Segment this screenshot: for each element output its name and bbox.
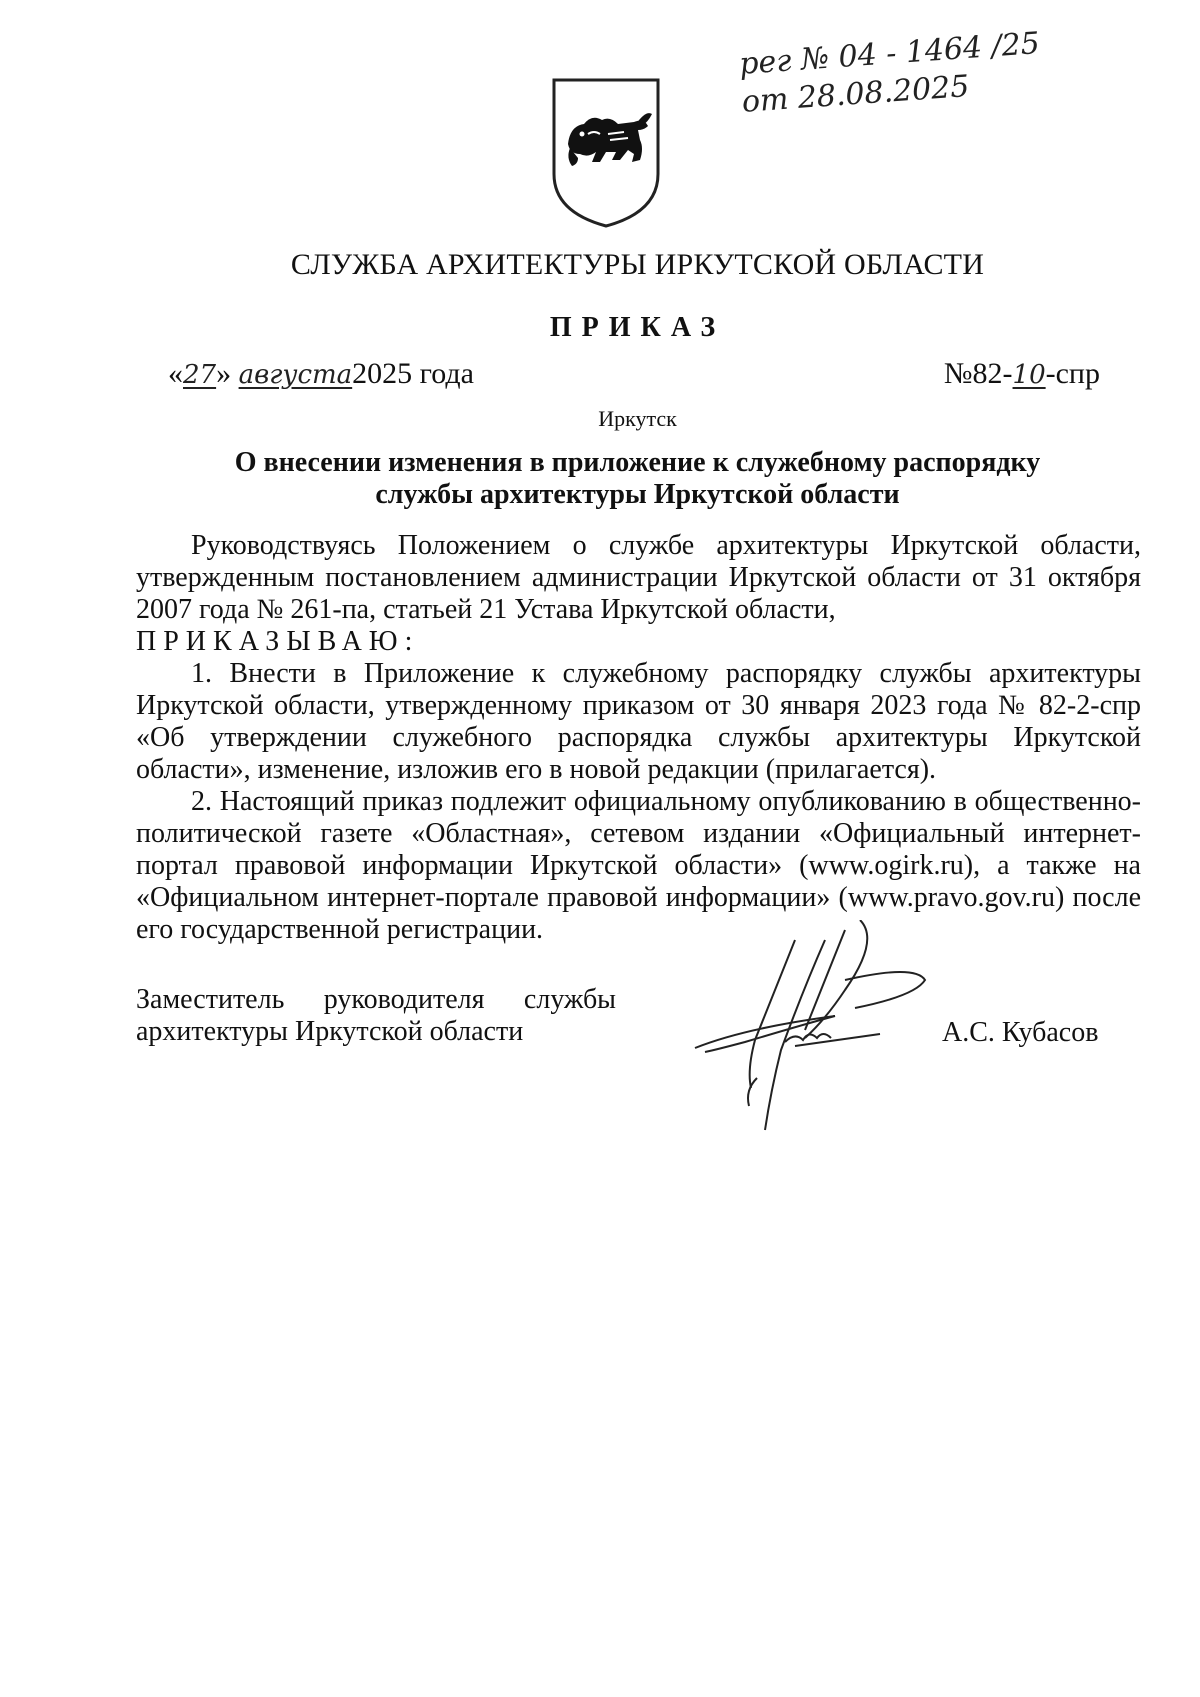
number-prefix: №82- <box>943 357 1013 390</box>
role-line-2: архитектуры Иркутской области <box>136 1016 524 1047</box>
role-line-1: Заместитель руководителя службы <box>136 984 616 1015</box>
title-line-1: О внесении изменения в приложение к служебному распорядку <box>234 447 1041 478</box>
registration-stamp-handwritten <box>738 25 1041 121</box>
document-type: ПРИКАЗ <box>549 312 726 343</box>
irkutsk-coat-of-arms-icon <box>548 74 664 230</box>
signatory-role <box>136 984 616 1048</box>
date-close-quote: » <box>216 357 232 390</box>
registration-number: рег № 04 - 1464 /25 <box>738 25 1041 82</box>
order-directive: ПРИКАЗЫВАЮ: <box>136 626 420 657</box>
city: Иркутск <box>598 406 677 431</box>
registration-date: от 28.08.2025 <box>740 69 971 120</box>
date-open-quote: « <box>168 357 183 390</box>
number-handwritten: 10 <box>1012 360 1046 390</box>
signatory-name: А.С. Кубасов <box>942 1017 1099 1048</box>
handwritten-signature <box>685 920 945 1150</box>
document-body <box>136 530 1141 946</box>
order-number <box>944 357 1100 391</box>
order-date <box>168 357 474 391</box>
document-title <box>150 447 1125 511</box>
number-suffix: -спр <box>1045 357 1100 390</box>
preamble-paragraph: Руководствуясь Положением о службе архитектуры Иркутской области, утвержденным постановлением администрации Иркутской области от 31 октября 2007 года № 261-па, статьей 21 Устава Иркутской области, <box>136 530 1141 625</box>
date-month: августа <box>238 360 353 390</box>
date-year: 2025 года <box>352 357 474 390</box>
item-1-paragraph: 1. Внести в Приложение к служебному распорядку службы архитектуры Иркутской области, утвержденному приказом от 30 января 2023 года № 82-2-спр «Об утверждении служебного распорядка службы архитектуры Иркутской области», изменение, изложив его в новой редакции (прилагается). <box>136 658 1141 785</box>
date-day: 27 <box>183 360 217 390</box>
organization-title: СЛУЖБА АРХИТЕКТУРЫ ИРКУТСКОЙ ОБЛАСТИ <box>290 248 985 281</box>
item-2-paragraph: 2. Настоящий приказ подлежит официальному опубликованию в общественно-политической газете «Областная», сетевом издании «Официальный интернет-портал правовой информации Иркутской области» (www.ogirk.ru), а также на «Официальном интернет-портале правовой информации» (www.pravo.gov.ru) после его государственной регистрации. <box>136 786 1141 945</box>
title-line-2: службы архитектуры Иркутской области <box>375 479 900 510</box>
